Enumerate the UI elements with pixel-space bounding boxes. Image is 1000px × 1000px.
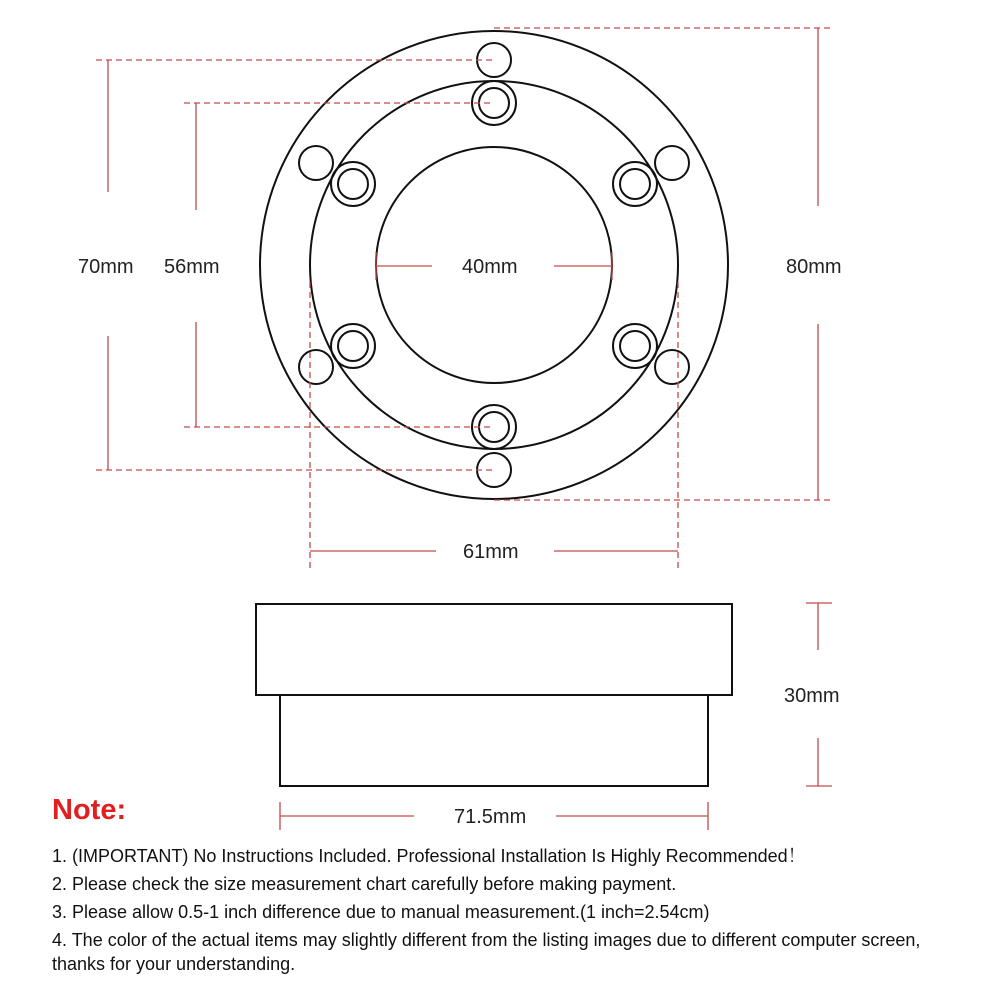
outer-bolt-hole [299, 146, 333, 180]
note-item-3: 3. Please allow 0.5-1 inch difference due to manual measurement.(1 inch=2.54cm) [52, 902, 710, 922]
note-list [52, 844, 972, 980]
outer-bolt-hole [299, 350, 333, 384]
dimension-label-56mm: 56mm [164, 256, 220, 278]
note-item-1: 1. (IMPORTANT) No Instructions Included. Professional Installation Is Highly Recommended！ [52, 846, 806, 866]
outer-bolt-hole [655, 350, 689, 384]
side-view [256, 604, 732, 786]
outer-bolt-hole [655, 146, 689, 180]
dimension-label-30mm: 30mm [784, 685, 840, 707]
note-item-4: 4. The color of the actual items may slightly different from the listing images due to different computer screen, thanks for your understanding. [52, 930, 921, 974]
outer-bolt-hole [477, 453, 511, 487]
inner-bolt-hole [613, 162, 657, 206]
dimension-label-61mm: 61mm [463, 541, 519, 563]
note-title: Note: [52, 794, 127, 826]
dimension-label-40mm: 40mm [462, 256, 518, 278]
dimension-lines-top [96, 28, 830, 568]
side-flange [256, 604, 732, 695]
side-hub [280, 695, 708, 786]
inner-bolt-hole [331, 162, 375, 206]
dimension-lines-side [280, 603, 832, 830]
dimension-label-80mm: 80mm [786, 256, 842, 278]
outer-bolt-hole [477, 43, 511, 77]
dimension-label-70mm: 70mm [78, 256, 134, 278]
note-item-2: 2. Please check the size measurement chart carefully before making payment. [52, 874, 677, 894]
inner-bolt-hole [331, 324, 375, 368]
dimension-label-71-5mm: 71.5mm [454, 806, 527, 828]
inner-bolt-hole [613, 324, 657, 368]
